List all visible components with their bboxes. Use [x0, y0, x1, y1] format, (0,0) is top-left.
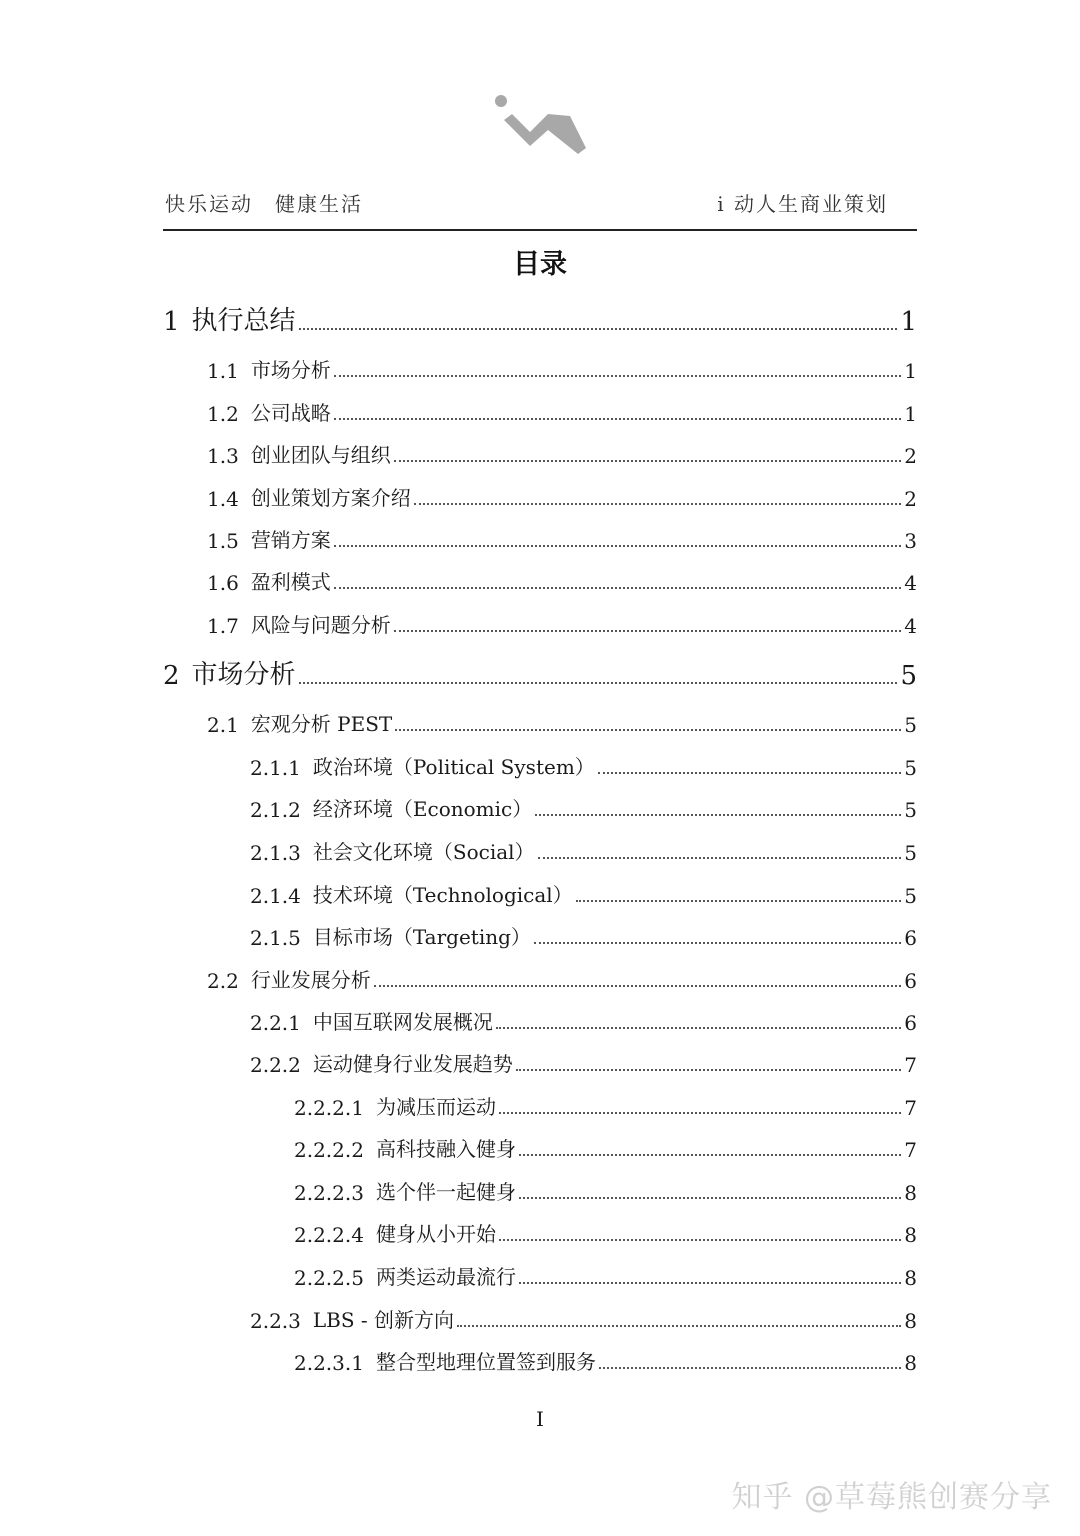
- toc-entry-page: 4: [904, 571, 917, 595]
- toc-entry-page: 8: [904, 1309, 917, 1333]
- toc-entry-number: 1.3: [207, 444, 239, 468]
- toc-entry-page: 6: [904, 969, 917, 993]
- toc-entry-title: 创业策划方案介绍: [250, 486, 411, 510]
- toc-entry-title: 技术环境（Technological）: [312, 883, 573, 907]
- toc-entry-number: 1.6: [207, 571, 239, 595]
- toc-entry-number: 2.2.2.3: [294, 1181, 364, 1205]
- toc-entry-page: 5: [904, 841, 917, 865]
- toc-entry-title: 经济环境（Economic）: [312, 797, 533, 821]
- toc-entry-number: 2.2.2.2: [294, 1138, 364, 1162]
- toc-entry[interactable]: [294, 1346, 917, 1375]
- toc-entry[interactable]: [207, 524, 917, 553]
- toc-entry[interactable]: [207, 482, 917, 511]
- toc-leader-dots: [394, 460, 901, 462]
- toc-entry-title: 公司战略: [250, 401, 331, 425]
- toc-entry[interactable]: [207, 708, 917, 737]
- toc-entry-title: 政治环境（Political System）: [312, 755, 595, 779]
- toc-entry-page: 1: [900, 307, 917, 337]
- toc-leader-dots: [519, 1282, 901, 1284]
- toc-entry-number: 1.5: [207, 529, 239, 553]
- toc-entry-number: 2.1.2: [250, 798, 301, 822]
- toc-entry-number: 2.1.4: [250, 884, 301, 908]
- toc-entry-title: 盈利模式: [250, 570, 331, 594]
- toc-entry-title: 社会文化环境（Social）: [312, 840, 535, 864]
- toc-entry-title: 宏观分析 PEST: [250, 712, 393, 736]
- toc-entry[interactable]: [294, 1261, 917, 1290]
- toc-leader-dots: [499, 1112, 901, 1114]
- header-divider: [163, 229, 917, 231]
- toc-entry[interactable]: [163, 654, 917, 691]
- toc-leader-dots: [334, 418, 901, 420]
- toc-entry[interactable]: [250, 1048, 917, 1077]
- watermark: 知乎 @草莓熊创赛分享: [731, 1480, 1052, 1515]
- toc-entry-page: 5: [904, 756, 917, 780]
- toc-entry[interactable]: [250, 836, 917, 865]
- toc-entry-number: 2.1.5: [250, 926, 301, 950]
- toc-entry[interactable]: [294, 1218, 917, 1247]
- toc-entry[interactable]: [207, 397, 917, 426]
- toc-entry[interactable]: [250, 1006, 917, 1035]
- toc-entry-number: 2.1.3: [250, 841, 301, 865]
- toc-entry-number: 2.2.3.1: [294, 1351, 364, 1375]
- toc-entry-number: 2.2: [207, 969, 239, 993]
- toc-entry-page: 8: [904, 1266, 917, 1290]
- toc-entry-title: 两类运动最流行: [375, 1265, 516, 1289]
- toc-entry-page: 6: [904, 1011, 917, 1035]
- toc-leader-dots: [599, 1367, 901, 1369]
- toc-entry-number: 1.1: [207, 359, 239, 383]
- toc-entry-number: 2.2.2: [250, 1053, 301, 1077]
- toc-entry-page: 2: [904, 444, 917, 468]
- toc-entry-page: 8: [904, 1223, 917, 1247]
- toc-entry-page: 8: [904, 1351, 917, 1375]
- toc-entry-page: 6: [904, 926, 917, 950]
- toc-leader-dots: [334, 375, 901, 377]
- toc-entry-title: 运动健身行业发展趋势: [312, 1052, 513, 1076]
- toc-entry-title: 行业发展分析: [250, 968, 371, 992]
- toc-entry-number: 2.1.1: [250, 756, 301, 780]
- toc-entry[interactable]: [250, 921, 917, 950]
- toc-entry-page: 1: [904, 359, 917, 383]
- page-number: I: [536, 1407, 544, 1431]
- toc-leader-dots: [535, 814, 901, 816]
- toc-entry[interactable]: [294, 1133, 917, 1162]
- toc-leader-dots: [576, 900, 902, 902]
- toc-entry[interactable]: [207, 566, 917, 595]
- toc-entry-title: 市场分析: [250, 358, 331, 382]
- toc-entry[interactable]: [207, 964, 917, 993]
- header-slogan: 快乐运动 健康生活: [165, 192, 363, 216]
- toc-leader-dots: [374, 985, 901, 987]
- toc-entry[interactable]: [250, 879, 917, 908]
- toc-leader-dots: [394, 630, 901, 632]
- toc-title: 目录: [513, 249, 567, 280]
- toc-leader-dots: [519, 1154, 901, 1156]
- toc-entry-number: 2.1: [207, 713, 239, 737]
- toc-entry-title: 中国互联网发展概况: [312, 1010, 493, 1034]
- toc-entry-number: 1.2: [207, 402, 239, 426]
- toc-leader-dots: [334, 587, 901, 589]
- toc-entry[interactable]: [207, 354, 917, 383]
- toc-entry-number: 2: [163, 661, 180, 691]
- toc-entry-title: 健身从小开始: [375, 1222, 496, 1246]
- toc-entry-title: 目标市场（Targeting）: [312, 925, 531, 949]
- toc-entry[interactable]: [207, 609, 917, 638]
- toc-entry-number: 2.2.2.1: [294, 1096, 364, 1120]
- toc-entry-title: 为减压而运动: [375, 1095, 496, 1119]
- toc-entry-page: 5: [904, 713, 917, 737]
- toc-leader-dots: [598, 772, 901, 774]
- toc-entry[interactable]: [163, 300, 917, 337]
- toc-entry-page: 5: [904, 798, 917, 822]
- toc-entry-title: 市场分析: [191, 660, 296, 690]
- toc-leader-dots: [538, 857, 902, 859]
- toc-leader-dots: [496, 1027, 901, 1029]
- toc-leader-dots: [414, 503, 901, 505]
- toc-entry-number: 2.2.1: [250, 1011, 301, 1035]
- toc-entry-page: 5: [904, 884, 917, 908]
- toc-leader-dots: [516, 1069, 901, 1071]
- toc-entry-title: 执行总结: [191, 306, 296, 336]
- header-document-name: i 动人生商业策划: [717, 192, 888, 216]
- toc-leader-dots: [395, 729, 901, 731]
- toc-entry[interactable]: [207, 439, 917, 468]
- toc-entry-title: 创业团队与组织: [250, 443, 391, 467]
- toc-leader-dots: [299, 682, 898, 684]
- toc-entry-title: 高科技融入健身: [375, 1137, 516, 1161]
- toc-entry[interactable]: [250, 793, 917, 822]
- toc-entry[interactable]: [294, 1176, 917, 1205]
- toc-leader-dots: [299, 328, 898, 330]
- toc-entry-number: 1: [163, 307, 180, 337]
- toc-entry-page: 7: [904, 1138, 917, 1162]
- toc-entry-page: 5: [900, 661, 917, 691]
- toc-entry[interactable]: [294, 1091, 917, 1120]
- toc-entry[interactable]: [250, 1304, 917, 1333]
- toc-entry-number: 1.4: [207, 487, 239, 511]
- toc-leader-dots: [457, 1325, 901, 1327]
- toc-entry-page: 7: [904, 1053, 917, 1077]
- toc-entry-title: 选个伴一起健身: [375, 1180, 516, 1204]
- toc-entry-number: 2.2.3: [250, 1309, 301, 1333]
- toc-leader-dots: [519, 1197, 901, 1199]
- toc-entry[interactable]: [250, 751, 917, 780]
- toc-entry-title: LBS - 创新方向: [312, 1308, 455, 1332]
- toc-entry-number: 1.7: [207, 614, 239, 638]
- toc-entry-page: 2: [904, 487, 917, 511]
- toc-entry-page: 7: [904, 1096, 917, 1120]
- toc-entry-page: 8: [904, 1181, 917, 1205]
- toc-entry-number: 2.2.2.4: [294, 1223, 364, 1247]
- toc-leader-dots: [499, 1239, 901, 1241]
- toc-entry-title: 整合型地理位置签到服务: [375, 1350, 596, 1374]
- toc-entry-page: 3: [904, 529, 917, 553]
- toc-entry-page: 4: [904, 614, 917, 638]
- toc-leader-dots: [534, 942, 901, 944]
- toc-entry-title: 风险与问题分析: [250, 613, 391, 637]
- brand-logo: [490, 92, 590, 162]
- toc-entry-page: 1: [904, 402, 917, 426]
- toc-leader-dots: [334, 545, 901, 547]
- toc-entry-number: 2.2.2.5: [294, 1266, 364, 1290]
- toc-entry-title: 营销方案: [250, 528, 331, 552]
